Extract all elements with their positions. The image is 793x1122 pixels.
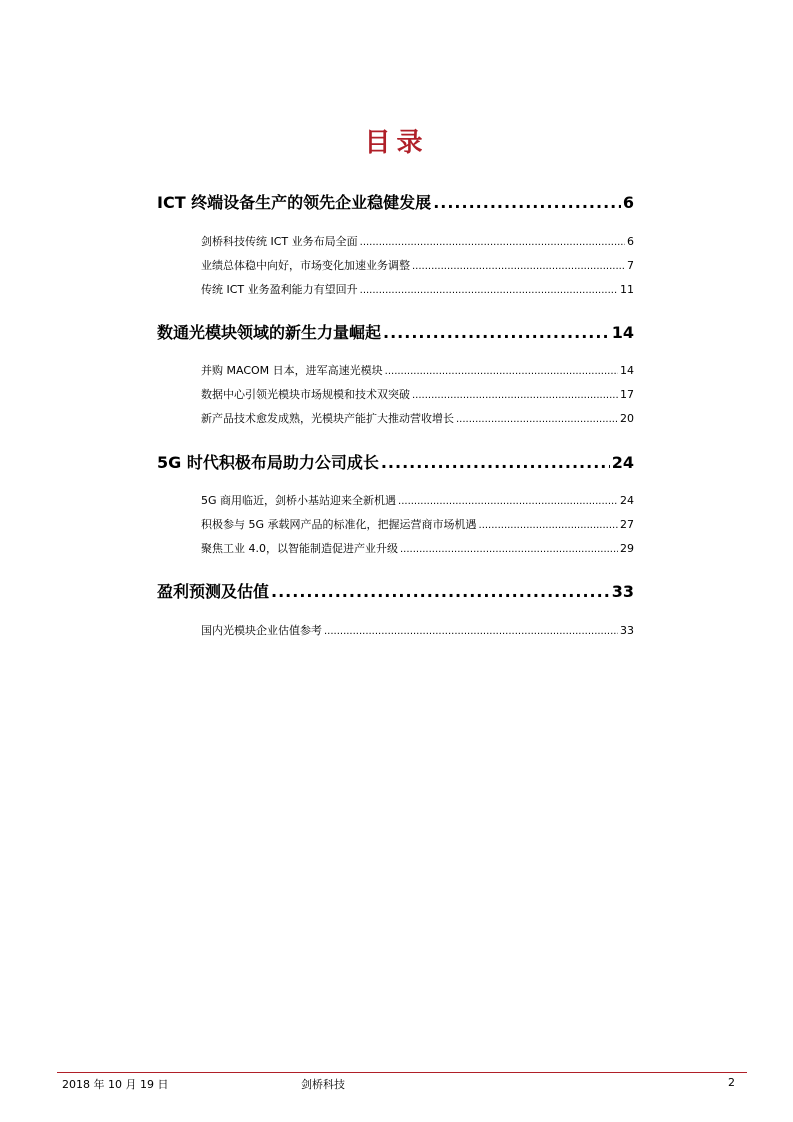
toc-section-page: 24 [611,453,634,472]
toc-leader-dots [433,193,621,212]
toc-item-label: 并购 MACOM 日本，进军高速光模块 [201,364,383,377]
toc-leader-dots [412,390,618,401]
toc-item-2-1[interactable] [157,362,634,382]
toc-item-label: 5G 商用临近，剑桥小基站迎来全新机遇 [201,494,397,507]
toc-leader-dots [381,453,610,472]
toc-section-page: 6 [622,193,634,212]
toc-section-2[interactable] [157,320,634,344]
toc-item-4-1[interactable] [157,622,634,642]
toc-leader-dots [360,237,625,248]
toc-item-label: 积极参与 5G 承载网产品的标准化，把握运营商市场机遇 [201,518,477,531]
toc-leader-dots [324,626,618,637]
toc-item-2-3[interactable] [157,410,634,430]
toc-leader-dots [360,285,618,296]
toc-item-page: 17 [620,388,634,401]
toc-item-3-3[interactable] [157,540,634,560]
toc-leader-dots [400,544,618,555]
toc-item-page: 27 [620,518,634,531]
toc-item-label: 国内光模块企业估值参考 [201,624,322,637]
toc-section-page: 33 [611,582,634,601]
toc-item-1-2[interactable] [157,257,634,277]
footer-divider [57,1072,747,1073]
toc-leader-dots [398,496,618,507]
toc-section-1[interactable] [157,190,634,214]
toc-section-3[interactable] [157,450,634,474]
toc-item-label: 新产品技术愈发成熟，光模块产能扩大推动营收增长 [201,412,454,425]
toc-item-page: 29 [620,542,634,555]
toc-item-page: 20 [620,412,634,425]
toc-item-page: 24 [620,494,634,507]
toc-item-label: 传统 ICT 业务盈利能力有望回升 [201,283,358,296]
toc-item-label: 剑桥科技传统 ICT 业务布局全面 [201,235,358,248]
toc-item-page: 33 [620,624,634,637]
footer-company: 剑桥科技 [301,1078,345,1091]
toc-item-page: 6 [627,235,634,248]
toc-section-label: 盈利预测及估值 [157,582,270,601]
toc-section-label: 数通光模块领域的新生力量崛起 [157,323,382,342]
toc-section-label: 5G 时代积极布局助力公司成长 [157,453,379,472]
toc-leader-dots [385,366,618,377]
page-title: 目录 [364,128,429,158]
toc-leader-dots [412,261,625,272]
toc-item-page: 7 [627,259,634,272]
toc-item-2-2[interactable] [157,386,634,406]
toc-leader-dots [456,414,618,425]
toc-section-label: ICT 终端设备生产的领先企业稳健发展 [157,193,432,212]
toc-item-label: 聚焦工业 4.0，以智能制造促进产业升级 [201,542,398,555]
toc-section-page: 14 [611,323,634,342]
toc-section-4[interactable] [157,579,634,603]
toc-item-3-2[interactable] [157,516,634,536]
toc-item-1-1[interactable] [157,233,634,253]
toc-item-page: 11 [620,283,634,296]
toc-leader-dots [383,323,610,342]
toc-item-1-3[interactable] [157,281,634,301]
footer-page-number: 2 [728,1076,735,1089]
toc-item-label: 数据中心引领光模块市场规模和技术双突破 [201,388,410,401]
toc-leader-dots [479,520,618,531]
toc-item-label: 业绩总体稳中向好，市场变化加速业务调整 [201,259,410,272]
footer-date: 2018 年 10 月 19 日 [62,1078,169,1091]
toc-leader-dots [271,582,610,601]
toc-item-3-1[interactable] [157,492,634,512]
toc-item-page: 14 [620,364,634,377]
